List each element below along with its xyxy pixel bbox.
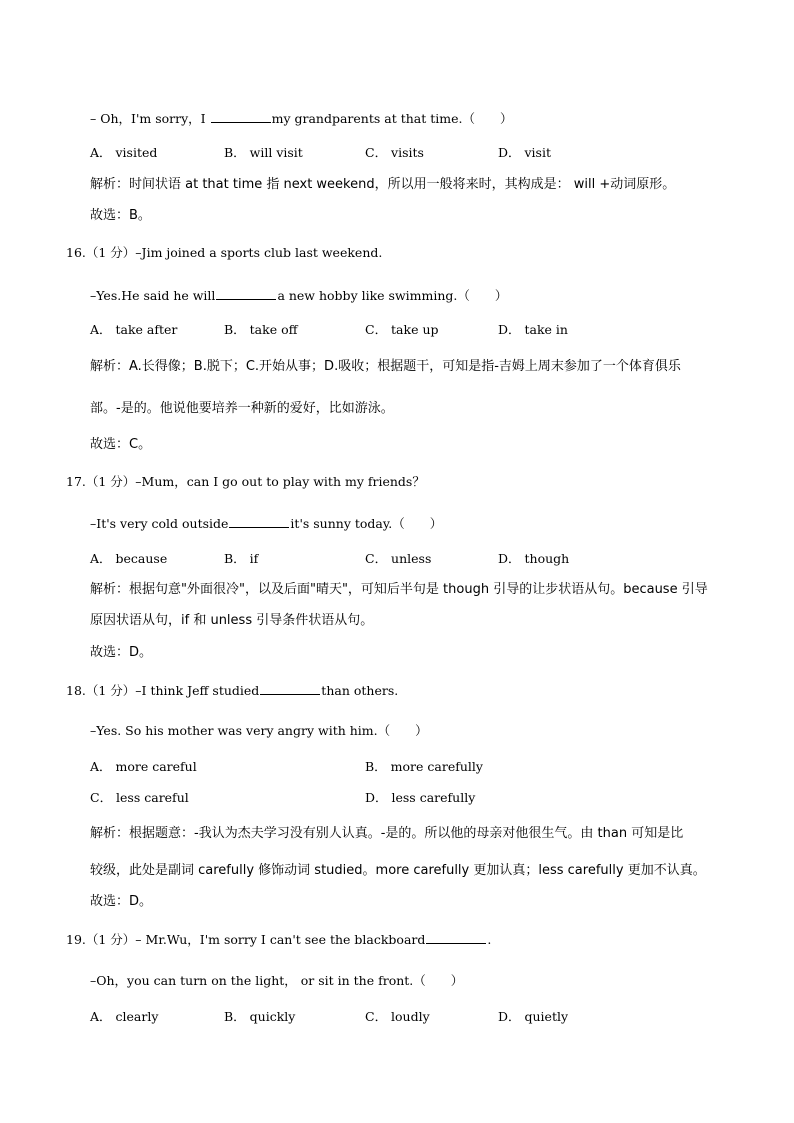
q18-analysis-line2: 较级，此处是副词 carefully 修饰动词 studied。more carefully 更加认真；less carefully 更加不认真。 (90, 863, 706, 878)
q17-blank[interactable] (229, 515, 289, 528)
q18-blank[interactable] (260, 682, 320, 695)
q16-analysis-line2: 部。-是的。他说他要培养一种新的爱好，比如游泳。 (90, 401, 394, 416)
q17-answer: 故选：D。 (90, 645, 153, 660)
q15-option-a[interactable]: A． visited (90, 145, 158, 160)
q15-option-d[interactable]: D． visit (498, 145, 551, 160)
q19-stem (66, 931, 491, 948)
q19-prompt-line: –Oh，you can turn on the light， or sit in the front.（ ） (90, 973, 464, 988)
q17-analysis-line2: 原因状语从句，if 和 unless 引导条件状语从句。 (90, 613, 374, 628)
q17-prompt-post: it's sunny today.（ ） (290, 516, 443, 531)
q18-prompt-line: –Yes. So his mother was very angry with him.（ ） (90, 723, 428, 738)
q15-prompt-line (90, 110, 512, 127)
q17-analysis-line1: 解析：根据句意"外面很冷"，以及后面"晴天"，可知后半句是 though 引导的让步状语从句。because 引导 (90, 582, 708, 597)
q19-option-d[interactable]: D． quietly (498, 1009, 569, 1024)
q16-stem: 16.（1 分）–Jim joined a sports club last weekend. (66, 245, 383, 260)
q19-option-b[interactable]: B． quickly (224, 1009, 296, 1024)
q16-option-d[interactable]: D． take in (498, 322, 568, 337)
q15-answer: 故选：B。 (90, 208, 151, 223)
q15-analysis: 解析：时间状语 at that time 指 next weekend，所以用一般将来时，其构成是： will +动词原形。 (90, 177, 676, 192)
q15-option-c[interactable]: C． visits (365, 145, 424, 160)
q18-analysis-line1: 解析：根据题意：-我认为杰夫学习没有别人认真。-是的。所以他的母亲对他很生气。由 than 可知是比 (90, 826, 684, 841)
q17-stem: 17.（1 分）–Mum，can I go out to play with my friends？ (66, 474, 425, 489)
q17-option-b[interactable]: B． if (224, 551, 259, 566)
q16-prompt-post: a new hobby like swimming.（ ） (277, 288, 508, 303)
q18-answer: 故选：D。 (90, 894, 153, 909)
q16-prompt-line (90, 287, 507, 304)
q15-option-b[interactable]: B． will visit (224, 145, 303, 160)
q16-option-b[interactable]: B． take off (224, 322, 298, 337)
q17-prompt-pre: –It's very cold outside (90, 516, 229, 531)
q17-option-d[interactable]: D． though (498, 551, 570, 566)
q16-option-c[interactable]: C． take up (365, 322, 439, 337)
q16-blank[interactable] (216, 287, 276, 300)
q18-option-d[interactable]: D． less carefully (365, 790, 476, 805)
q19-option-a[interactable]: A． clearly (90, 1009, 159, 1024)
q19-blank[interactable] (426, 931, 486, 944)
q19-option-c[interactable]: C． loudly (365, 1009, 430, 1024)
q17-prompt-line (90, 515, 442, 532)
q16-analysis-line1: 解析：A.长得像；B.脱下；C.开始从事；D.吸收；根据题干，可知是指-吉姆上周末参加了一个体育俱乐 (90, 359, 681, 374)
q18-stem-post: than others. (321, 683, 399, 698)
q15-prompt-pre: – Oh，I'm sorry，I (90, 111, 210, 126)
q16-answer: 故选：C。 (90, 437, 152, 452)
q16-option-a[interactable]: A． take after (90, 322, 178, 337)
q16-prompt-pre: –Yes.He said he will (90, 288, 216, 303)
q18-stem (66, 682, 398, 699)
q19-stem-pre: 19.（1 分）– Mr.Wu，I'm sorry I can't see the blackboard (66, 932, 426, 947)
q19-stem-post: . (487, 932, 492, 947)
q17-option-a[interactable]: A． because (90, 551, 168, 566)
q15-prompt-post: my grandparents at that time.（ ） (271, 111, 513, 126)
q18-option-c[interactable]: C． less careful (90, 790, 189, 805)
q18-stem-pre: 18.（1 分）–I think Jeff studied (66, 683, 260, 698)
q17-option-c[interactable]: C． unless (365, 551, 432, 566)
q18-option-a[interactable]: A． more careful (90, 759, 197, 774)
q18-option-b[interactable]: B． more carefully (365, 759, 483, 774)
q15-blank[interactable] (211, 110, 271, 123)
